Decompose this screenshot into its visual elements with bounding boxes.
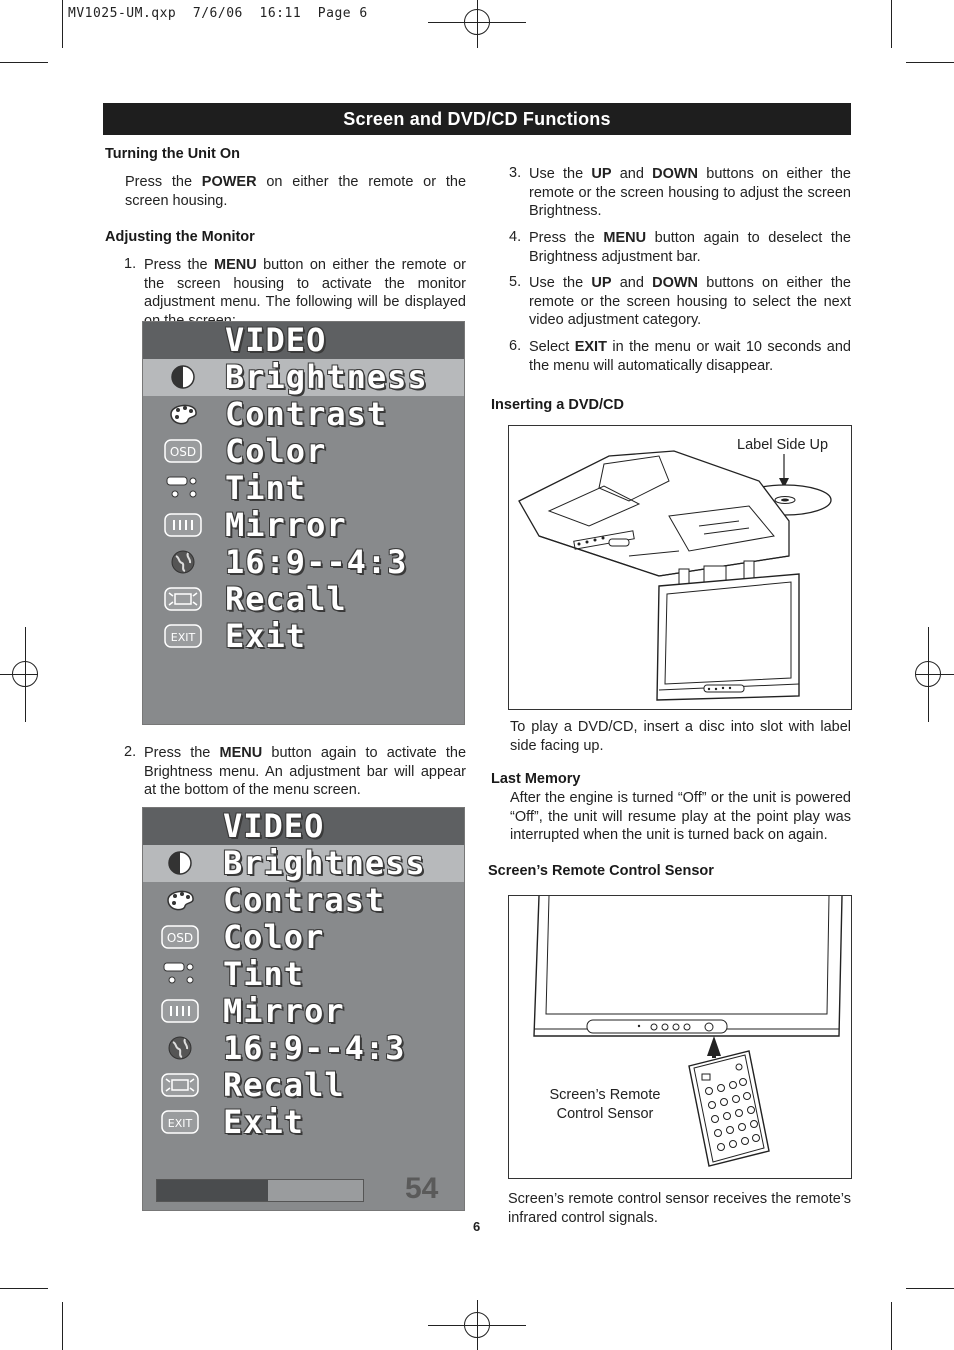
label-side-up-caption: Label Side Up [737,437,829,453]
heading-inserting: Inserting a DVD/CD [491,397,624,413]
svg-text:EXIT: EXIT [170,631,196,644]
dvd-insert-illustration [508,425,852,710]
step-number: 5. [509,274,522,290]
heading-turning-on: Turning the Unit On [105,146,241,162]
registration-mark [464,9,490,35]
svg-text:OSD: OSD [166,931,194,945]
remote-sensor-illustration [508,895,852,1179]
step-number: 6. [509,338,522,354]
osd-item-tint: Tint [225,469,307,507]
crop-mark [0,62,48,63]
screen-and-remote-drawing [509,896,851,1178]
tint-icon [163,474,203,502]
osd-item-recall: Recall [223,1066,345,1104]
recall-icon [163,585,203,613]
crop-mark [906,1288,954,1289]
step-number: 4. [509,229,522,245]
osd-menu-screen-with-bar [142,807,465,1211]
page-number: 6 [473,1219,481,1234]
crop-mark [62,0,63,48]
osd-item-mirror: Mirror [223,992,345,1030]
crop-mark [891,0,892,48]
heading-last-memory: Last Memory [491,771,581,787]
osd-header: VIDEO [223,807,325,845]
step-number: 2. [124,744,137,760]
crop-mark [62,1302,63,1350]
sensor-caption: Screen’s Remote Control Sensor [549,1087,661,1122]
palette-icon [160,886,200,914]
osd-item-color: Color [225,432,327,470]
step-4-text: Press the MENU button again to deselect the Brightness adjustment bar. [529,230,851,265]
sensor-text: Screen’s remote control sensor receives the remote’s infrared control signals. [508,1191,851,1226]
osd-menu-screen [142,321,465,725]
osd-item-recall: Recall [225,580,347,618]
step-number: 1. [124,256,137,272]
globe-icon [163,548,203,576]
turning-on-text: Press the POWER on either the remote or the screen housing. [125,174,467,209]
osd-icon [160,923,200,951]
exit-icon [160,1108,200,1136]
osd-item-aspect: 16:9--4:3 [225,543,408,581]
heading-adjusting: Adjusting the Monitor [105,229,255,245]
crop-mark [891,1302,892,1350]
osd-item-color: Color [223,918,325,956]
osd-item-brightness: Brightness [225,358,428,396]
palette-icon [163,400,203,428]
brightness-icon [160,849,200,877]
registration-mark [12,661,38,687]
osd-item-contrast: Contrast [225,395,388,433]
brightness-value: 54 [405,1172,439,1205]
svg-text:OSD: OSD [169,445,197,459]
osd-header: VIDEO [225,321,327,359]
mirror-icon [163,511,203,539]
osd-item-exit: Exit [225,617,307,655]
osd-item-exit: Exit [223,1103,305,1141]
step-1-text: Press the MENU button on either the remote or the screen housing to activate the monitor adjustment menu. The following will be displayed [144,257,466,310]
section-title: Screen and DVD/CD Functions [103,103,851,135]
print-slug: MV1025-UM.qxp 7/6/06 16:11 Page 6 [68,6,368,21]
mirror-icon [160,997,200,1025]
svg-text:EXIT: EXIT [167,1117,193,1130]
step-6-text: Select EXIT in the menu or wait 10 seconds and the menu will automatically disappear. [529,339,851,374]
step-number: 3. [509,165,522,181]
registration-mark [464,1312,490,1338]
last-memory-text: After the engine is turned “Off” or the unit is powered “Off”, the unit will resume play at the point play was interrupted when the unit is turned back on again. [510,790,851,843]
dvd-player-drawing [509,426,851,709]
inserting-text: To play a DVD/CD, insert a disc into slot with label side facing up. [510,719,851,754]
globe-icon [160,1034,200,1062]
step-2-text: Press the MENU button again to activate the Brightness menu. An adjustment bar will appear at the bottom of the menu screen. [144,745,467,798]
step-5-text: Use the UP and DOWN buttons on either the remote or the screen housing to select the next video adjustment category. [529,275,851,328]
osd-item-contrast: Contrast [223,881,386,919]
osd-item-mirror: Mirror [225,506,347,544]
recall-icon [160,1071,200,1099]
osd-item-brightness: Brightness [223,844,426,882]
tint-icon [160,960,200,988]
osd-item-aspect: 16:9--4:3 [223,1029,406,1067]
brightness-bar-fill [157,1180,268,1201]
crop-mark [906,62,954,63]
brightness-icon [163,363,203,391]
step-3-text: Use the UP and DOWN buttons on either the remote or the screen housing to adjust the screen Brightness. [529,166,851,219]
osd-item-tint: Tint [223,955,305,993]
heading-sensor: Screen’s Remote Control Sensor [488,863,714,879]
registration-mark [915,661,941,687]
exit-icon [163,622,203,650]
crop-mark [0,1288,48,1289]
brightness-adjustment-bar [156,1179,364,1202]
osd-icon [163,437,203,465]
